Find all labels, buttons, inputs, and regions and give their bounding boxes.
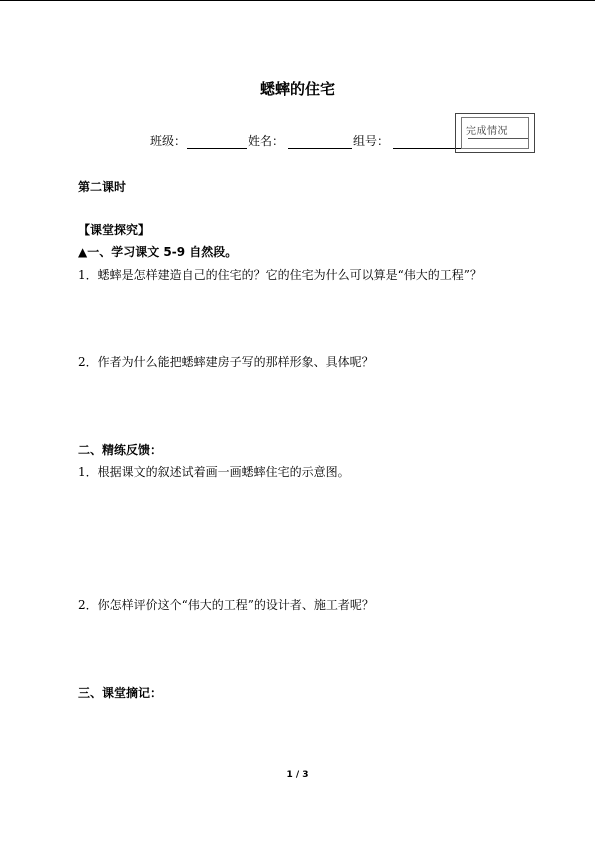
group-label: 组号： <box>353 134 390 148</box>
part-two-question-2: 2．你怎样评价这个“伟大的工程”的设计者、施工者呢？ <box>78 598 374 612</box>
part-three-heading: 三、课堂摘记： <box>78 686 163 700</box>
part-two-question-1: 1．根据课文的叙述试着画一画蟋蟀住宅的示意图。 <box>78 465 350 479</box>
class-label: 班级： <box>150 134 187 148</box>
stamp-line <box>468 138 528 139</box>
name-label: 姓名： <box>248 134 285 148</box>
part-one-question-1: 1．蟋蟀是怎样建造自己的住宅的？它的住宅为什么可以算是“伟大的工程”？ <box>78 268 482 282</box>
top-rule <box>0 0 595 1</box>
part-one-heading: ▲一、学习课文 5-9 自然段。 <box>78 245 238 259</box>
part-two-heading: 二、精练反馈： <box>78 443 163 457</box>
completion-stamp <box>455 113 535 153</box>
class-blank[interactable] <box>187 136 247 149</box>
name-blank[interactable] <box>288 136 352 149</box>
section-explore: 【课堂探究】 <box>78 223 151 237</box>
page-title: 蟋蟀的住宅 <box>259 80 335 98</box>
stamp-text: 完成情况 <box>466 126 508 137</box>
part-one-question-2: 2．作者为什么能把蟋蟀建房子写的那样形象、具体呢？ <box>78 355 374 369</box>
page-number: 1 / 3 <box>286 770 309 780</box>
lesson-label: 第二课时 <box>78 180 127 194</box>
student-info-line <box>150 132 462 149</box>
group-blank[interactable] <box>393 136 461 149</box>
stamp-inner-frame <box>461 117 529 149</box>
